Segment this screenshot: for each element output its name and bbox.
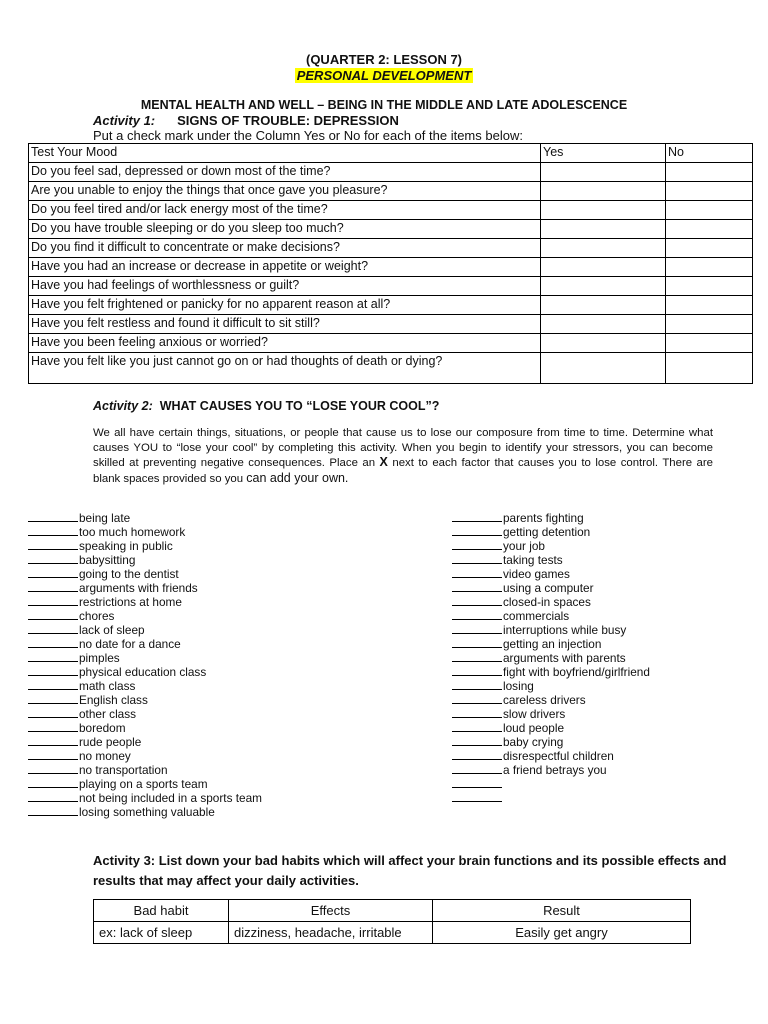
stressor-label: video games xyxy=(503,567,570,581)
activity1-title: SIGNS OF TROUBLE: DEPRESSION xyxy=(177,113,399,128)
yes-checkbox-cell[interactable] xyxy=(541,220,666,239)
answer-blank[interactable] xyxy=(452,525,502,536)
paragraph-end: can add your own. xyxy=(246,470,349,485)
answer-blank[interactable] xyxy=(452,791,502,802)
stressor-item xyxy=(28,763,262,777)
answer-blank[interactable] xyxy=(452,735,502,746)
mood-row xyxy=(29,220,753,239)
stressor-label: pimples xyxy=(79,651,120,665)
stressor-item xyxy=(28,511,262,525)
yes-checkbox-cell[interactable] xyxy=(541,315,666,334)
answer-blank[interactable] xyxy=(452,511,502,522)
stressor-item xyxy=(452,791,650,805)
example-bad-habit: ex: lack of sleep xyxy=(94,922,229,944)
yes-checkbox-cell[interactable] xyxy=(541,163,666,182)
column-header-result: Result xyxy=(433,900,691,922)
stressor-item xyxy=(28,735,262,749)
yes-checkbox-cell[interactable] xyxy=(541,258,666,277)
yes-checkbox-cell[interactable] xyxy=(541,334,666,353)
stressor-item xyxy=(452,595,650,609)
answer-blank[interactable] xyxy=(28,581,78,592)
stressor-label: English class xyxy=(79,693,148,707)
answer-blank[interactable] xyxy=(452,763,502,774)
answer-blank[interactable] xyxy=(452,567,502,578)
stressor-item xyxy=(28,749,262,763)
answer-blank[interactable] xyxy=(28,721,78,732)
column-header-effects: Effects xyxy=(229,900,433,922)
stressor-label: a friend betrays you xyxy=(503,763,607,777)
stressor-label: commercials xyxy=(503,609,570,623)
stressor-label: chores xyxy=(79,609,115,623)
mood-question: Do you feel tired and/or lack energy most of the time? xyxy=(29,201,541,220)
answer-blank[interactable] xyxy=(452,707,502,718)
answer-blank[interactable] xyxy=(28,679,78,690)
activity2-paragraph xyxy=(93,426,713,486)
no-checkbox-cell[interactable] xyxy=(666,296,753,315)
yes-checkbox-cell[interactable] xyxy=(541,182,666,201)
subject-title: PERSONAL DEVELOPMENT xyxy=(296,68,472,83)
mood-question: Have you had an increase or decrease in appetite or weight? xyxy=(29,258,541,277)
stressor-label: arguments with friends xyxy=(79,581,198,595)
example-result: Easily get angry xyxy=(433,922,691,944)
stressor-label: going to the dentist xyxy=(79,567,179,581)
example-effects: dizziness, headache, irritable xyxy=(229,922,433,944)
answer-blank[interactable] xyxy=(28,623,78,634)
stressor-item xyxy=(452,735,650,749)
stressor-label: boredom xyxy=(79,721,126,735)
stressor-label: not being included in a sports team xyxy=(79,791,262,805)
stressor-label: disrespectful children xyxy=(503,749,614,763)
stressor-item xyxy=(28,539,262,553)
mood-question: Have you had feelings of worthlessness or guilt? xyxy=(29,277,541,296)
stressor-item xyxy=(28,805,262,819)
stressor-item xyxy=(28,595,262,609)
activity1-label: Activity 1: xyxy=(93,113,156,128)
no-checkbox-cell[interactable] xyxy=(666,353,753,384)
column-header-no: No xyxy=(666,144,753,163)
column-header-test: Test Your Mood xyxy=(29,144,541,163)
mood-row xyxy=(29,239,753,258)
stressor-item xyxy=(452,665,650,679)
answer-blank[interactable] xyxy=(28,763,78,774)
stressor-label: babysitting xyxy=(79,553,136,567)
example-row xyxy=(94,922,691,944)
yes-checkbox-cell[interactable] xyxy=(541,353,666,384)
activity1-heading xyxy=(93,113,399,128)
stressor-label: your job xyxy=(503,539,545,553)
stressor-label: loud people xyxy=(503,721,565,735)
answer-blank[interactable] xyxy=(28,805,78,816)
stressor-label: lack of sleep xyxy=(79,623,145,637)
stressor-item xyxy=(28,581,262,595)
mood-row xyxy=(29,296,753,315)
mood-row xyxy=(29,353,753,384)
mood-question: Have you felt like you just cannot go on or had thoughts of death or dying? xyxy=(29,353,541,384)
stressor-item xyxy=(452,651,650,665)
stressor-label: arguments with parents xyxy=(503,651,626,665)
mood-question: Do you find it difficult to concentrate or make decisions? xyxy=(29,239,541,258)
no-checkbox-cell[interactable] xyxy=(666,163,753,182)
yes-checkbox-cell[interactable] xyxy=(541,277,666,296)
stressor-item xyxy=(452,693,650,707)
answer-blank[interactable] xyxy=(28,693,78,704)
activity3-instruction: Activity 3: List down your bad habits which will affect your brain functions and its possible effects and results that may affect your daily activities. xyxy=(93,853,727,888)
mood-table-header xyxy=(29,144,753,163)
mood-question: Have you felt restless and found it difficult to sit still? xyxy=(29,315,541,334)
stressor-label: careless drivers xyxy=(503,693,586,707)
answer-blank[interactable] xyxy=(452,679,502,690)
stressor-label: no date for a dance xyxy=(79,637,181,651)
no-checkbox-cell[interactable] xyxy=(666,258,753,277)
stressor-item xyxy=(28,637,262,651)
answer-blank[interactable] xyxy=(452,539,502,550)
stressor-item xyxy=(28,609,262,623)
answer-blank[interactable] xyxy=(452,749,502,760)
stressor-item xyxy=(452,623,650,637)
stressor-item xyxy=(452,525,650,539)
mood-question: Are you unable to enjoy the things that once gave you pleasure? xyxy=(29,182,541,201)
stressor-list-right xyxy=(452,511,650,805)
activity2-heading xyxy=(93,399,439,413)
stressor-item xyxy=(28,651,262,665)
yes-checkbox-cell[interactable] xyxy=(541,239,666,258)
no-checkbox-cell[interactable] xyxy=(666,277,753,296)
stressor-label: playing on a sports team xyxy=(79,777,208,791)
stressor-item xyxy=(452,777,650,791)
stressor-label: math class xyxy=(79,679,136,693)
no-checkbox-cell[interactable] xyxy=(666,182,753,201)
activity2-label: Activity 2: xyxy=(93,399,153,413)
stressor-item xyxy=(452,553,650,567)
answer-blank[interactable] xyxy=(452,609,502,620)
answer-blank[interactable] xyxy=(28,525,78,536)
mood-row xyxy=(29,277,753,296)
no-checkbox-cell[interactable] xyxy=(666,334,753,353)
answer-blank[interactable] xyxy=(28,595,78,606)
stressor-item xyxy=(452,511,650,525)
stressor-item xyxy=(452,679,650,693)
answer-blank[interactable] xyxy=(28,651,78,662)
answer-blank[interactable] xyxy=(28,665,78,676)
stressor-label: slow drivers xyxy=(503,707,566,721)
stressor-label: losing xyxy=(503,679,534,693)
stressor-item xyxy=(452,609,650,623)
mood-table xyxy=(28,143,753,384)
answer-blank[interactable] xyxy=(452,581,502,592)
stressor-item xyxy=(28,525,262,539)
answer-blank[interactable] xyxy=(452,693,502,704)
stressor-item xyxy=(452,581,650,595)
answer-blank[interactable] xyxy=(452,777,502,788)
no-checkbox-cell[interactable] xyxy=(666,239,753,258)
mood-row xyxy=(29,163,753,182)
stressor-label: speaking in public xyxy=(79,539,173,553)
stressor-label: restrictions at home xyxy=(79,595,182,609)
stressor-item xyxy=(452,567,650,581)
topic-title: MENTAL HEALTH AND WELL – BEING IN THE MIDDLE AND LATE ADOLESCENCE xyxy=(140,98,628,112)
answer-blank[interactable] xyxy=(28,567,78,578)
stressor-label: other class xyxy=(79,707,137,721)
paragraph-main: We all have certain things, situations, or people that cause us to lose our composure from time to time. Determine what causes YOU to “lose your cool” by completing this activity. When you begin to identify your stressors, you can become skilled at preventing negative consequences. Place an xyxy=(93,427,713,469)
bad-habits-table xyxy=(93,899,691,944)
stressor-label: using a computer xyxy=(503,581,594,595)
stressor-item xyxy=(452,539,650,553)
stressor-item xyxy=(28,791,262,805)
answer-blank[interactable] xyxy=(452,721,502,732)
stressor-label: fight with boyfriend/girlfriend xyxy=(503,665,650,679)
answer-blank[interactable] xyxy=(28,539,78,550)
mood-row xyxy=(29,315,753,334)
answer-blank[interactable] xyxy=(452,665,502,676)
activity1-instruction: Put a check mark under the Column Yes or No for each of the items below: xyxy=(93,128,523,143)
answer-blank[interactable] xyxy=(452,651,502,662)
stressor-label: getting detention xyxy=(503,525,591,539)
stressor-item xyxy=(452,749,650,763)
yes-checkbox-cell[interactable] xyxy=(541,296,666,315)
stressor-list-left xyxy=(28,511,262,819)
column-header-yes: Yes xyxy=(541,144,666,163)
stressor-label: losing something valuable xyxy=(79,805,215,819)
stressor-label: baby crying xyxy=(503,735,564,749)
mood-row xyxy=(29,258,753,277)
stressor-item xyxy=(28,553,262,567)
stressor-item xyxy=(452,763,650,777)
stressor-item xyxy=(28,777,262,791)
answer-blank[interactable] xyxy=(28,707,78,718)
stressor-label: closed-in spaces xyxy=(503,595,591,609)
stressor-label: rude people xyxy=(79,735,142,749)
stressor-label: taking tests xyxy=(503,553,563,567)
subject-title-wrap xyxy=(0,67,768,85)
answer-blank[interactable] xyxy=(28,511,78,522)
stressor-label: physical education class xyxy=(79,665,207,679)
answer-blank[interactable] xyxy=(28,749,78,760)
stressor-item xyxy=(28,567,262,581)
mood-row xyxy=(29,182,753,201)
yes-checkbox-cell[interactable] xyxy=(541,201,666,220)
activity2-title: WHAT CAUSES YOU TO “LOSE YOUR COOL”? xyxy=(159,399,440,413)
stressor-label: no money xyxy=(79,749,131,763)
answer-blank[interactable] xyxy=(28,777,78,788)
mood-question: Have you felt frightened or panicky for no apparent reason at all? xyxy=(29,296,541,315)
stressor-item xyxy=(452,721,650,735)
column-header-bad-habit: Bad habit xyxy=(94,900,229,922)
no-checkbox-cell[interactable] xyxy=(666,315,753,334)
mood-row xyxy=(29,201,753,220)
answer-blank[interactable] xyxy=(28,791,78,802)
stressor-label: interruptions while busy xyxy=(503,623,627,637)
stressor-item xyxy=(452,707,650,721)
stressor-item xyxy=(28,721,262,735)
lesson-header: (QUARTER 2: LESSON 7) xyxy=(305,52,462,67)
x-mark: X xyxy=(379,455,388,469)
bad-habits-header xyxy=(94,900,691,922)
mood-question: Do you have trouble sleeping or do you sleep too much? xyxy=(29,220,541,239)
answer-blank[interactable] xyxy=(28,735,78,746)
mood-row xyxy=(29,334,753,353)
stressor-label: parents fighting xyxy=(503,511,584,525)
no-checkbox-cell[interactable] xyxy=(666,201,753,220)
paragraph-mid: next to each factor that causes you to lose control. There are blank spaces provided so you xyxy=(93,457,714,485)
mood-question: Have you been feeling anxious or worried? xyxy=(29,334,541,353)
stressor-item xyxy=(452,637,650,651)
answer-blank[interactable] xyxy=(28,553,78,564)
stressor-label: no transportation xyxy=(79,763,168,777)
stressor-item xyxy=(28,679,262,693)
stressor-item xyxy=(28,623,262,637)
answer-blank[interactable] xyxy=(28,609,78,620)
mood-question: Do you feel sad, depressed or down most of the time? xyxy=(29,163,541,182)
answer-blank[interactable] xyxy=(28,637,78,648)
stressor-item xyxy=(28,707,262,721)
no-checkbox-cell[interactable] xyxy=(666,220,753,239)
stressor-label: too much homework xyxy=(79,525,186,539)
answer-blank[interactable] xyxy=(452,553,502,564)
stressor-item xyxy=(28,665,262,679)
answer-blank[interactable] xyxy=(452,637,502,648)
stressor-label: being late xyxy=(79,511,131,525)
answer-blank[interactable] xyxy=(452,623,502,634)
stressor-item xyxy=(28,693,262,707)
answer-blank[interactable] xyxy=(452,595,502,606)
stressor-label: getting an injection xyxy=(503,637,602,651)
